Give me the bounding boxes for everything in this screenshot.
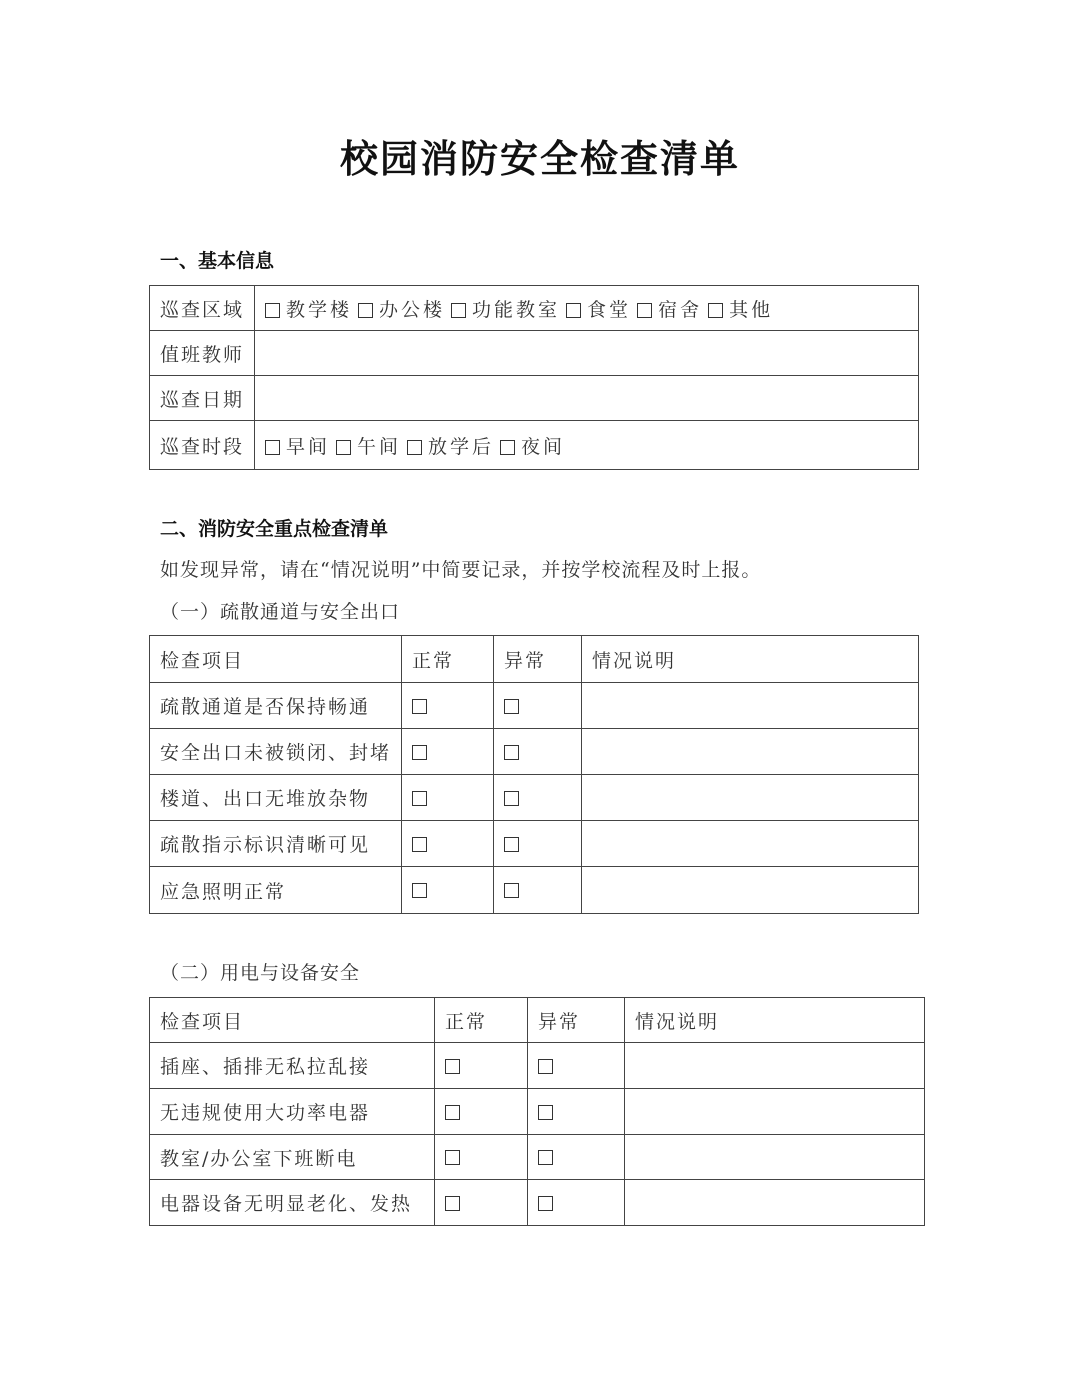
check-item: 疏散指示标识清晰可见 — [150, 821, 402, 867]
period-options — [255, 421, 919, 470]
check-item: 无违规使用大功率电器 — [150, 1089, 435, 1135]
normal-cell — [435, 1135, 528, 1180]
table-row — [150, 1180, 925, 1226]
table-row — [150, 1043, 925, 1089]
table-row — [150, 775, 919, 821]
check-item: 楼道、出口无堆放杂物 — [150, 775, 402, 821]
table-row — [150, 867, 919, 914]
checkbox[interactable] — [265, 303, 280, 318]
remark-field[interactable] — [625, 1180, 925, 1226]
period-option-morning[interactable]: 早间 — [265, 432, 330, 459]
table-header-row — [150, 636, 919, 683]
info-label-period: 巡查时段 — [150, 421, 255, 470]
abnormal-cell — [528, 1043, 625, 1089]
check-item: 教室/办公室下班断电 — [150, 1135, 435, 1180]
check-item: 疏散通道是否保持畅通 — [150, 683, 402, 729]
header-item: 检查项目 — [150, 636, 402, 683]
remark-field[interactable] — [625, 1135, 925, 1180]
checkbox[interactable] — [451, 303, 466, 318]
header-abnormal: 异常 — [494, 636, 582, 683]
info-row-period — [150, 421, 919, 470]
normal-cell — [402, 821, 494, 867]
check-item: 电器设备无明显老化、发热 — [150, 1180, 435, 1226]
abnormal-checkbox[interactable] — [538, 1059, 553, 1074]
abnormal-checkbox[interactable] — [504, 745, 519, 760]
checkbox[interactable] — [708, 303, 723, 318]
abnormal-cell — [494, 821, 582, 867]
table-row — [150, 729, 919, 775]
period-option-noon[interactable]: 午间 — [336, 432, 401, 459]
abnormal-checkbox[interactable] — [504, 883, 519, 898]
basic-info-table — [149, 285, 919, 470]
checkbox[interactable] — [265, 440, 280, 455]
normal-checkbox[interactable] — [445, 1105, 460, 1120]
remark-field[interactable] — [625, 1043, 925, 1089]
abnormal-checkbox[interactable] — [504, 837, 519, 852]
checkbox[interactable] — [566, 303, 581, 318]
table-row — [150, 1089, 925, 1135]
teacher-field[interactable] — [255, 331, 919, 376]
remark-field[interactable] — [582, 867, 919, 914]
checkbox[interactable] — [407, 440, 422, 455]
table-header-row — [150, 998, 925, 1043]
header-item: 检查项目 — [150, 998, 435, 1043]
info-label-date: 巡查日期 — [150, 376, 255, 421]
info-row-area — [150, 286, 919, 331]
evacuation-table — [149, 635, 919, 914]
header-abnormal: 异常 — [528, 998, 625, 1043]
header-normal: 正常 — [402, 636, 494, 683]
normal-checkbox[interactable] — [445, 1059, 460, 1074]
electrical-table — [149, 997, 925, 1226]
header-remark: 情况说明 — [582, 636, 919, 683]
abnormal-checkbox[interactable] — [538, 1196, 553, 1211]
remark-field[interactable] — [582, 683, 919, 729]
checkbox[interactable] — [637, 303, 652, 318]
area-option-teaching-building[interactable]: 教学楼 — [265, 295, 352, 322]
area-option-other[interactable]: 其他 — [708, 295, 773, 322]
remark-field[interactable] — [582, 821, 919, 867]
normal-cell — [402, 775, 494, 821]
subsection-title-evacuation: （一）疏散通道与安全出口 — [160, 601, 401, 623]
abnormal-cell — [528, 1180, 625, 1226]
abnormal-cell — [528, 1135, 625, 1180]
normal-checkbox[interactable] — [412, 837, 427, 852]
abnormal-cell — [528, 1089, 625, 1135]
normal-checkbox[interactable] — [412, 791, 427, 806]
remark-field[interactable] — [582, 729, 919, 775]
header-remark: 情况说明 — [625, 998, 925, 1043]
normal-cell — [402, 867, 494, 914]
abnormal-checkbox[interactable] — [504, 699, 519, 714]
subsection-title-electrical: （二）用电与设备安全 — [160, 962, 361, 984]
checkbox[interactable] — [336, 440, 351, 455]
normal-cell — [402, 683, 494, 729]
period-option-night[interactable]: 夜间 — [500, 432, 565, 459]
instruction-note: 如发现异常，请在“情况说明”中简要记录，并按学校流程及时上报。 — [160, 559, 762, 581]
check-item: 应急照明正常 — [150, 867, 402, 914]
table-row — [150, 1135, 925, 1180]
section-heading-checklist: 二、消防安全重点检查清单 — [160, 518, 389, 540]
abnormal-checkbox[interactable] — [538, 1105, 553, 1120]
normal-cell — [435, 1043, 528, 1089]
checkbox[interactable] — [500, 440, 515, 455]
page-title: 校园消防安全检查清单 — [339, 137, 740, 181]
normal-checkbox[interactable] — [445, 1150, 460, 1165]
area-option-dormitory[interactable]: 宿舍 — [637, 295, 702, 322]
info-row-teacher — [150, 331, 919, 376]
remark-field[interactable] — [582, 775, 919, 821]
header-normal: 正常 — [435, 998, 528, 1043]
normal-cell — [435, 1089, 528, 1135]
remark-field[interactable] — [625, 1089, 925, 1135]
section-heading-basic-info: 一、基本信息 — [160, 250, 275, 272]
area-option-office-building[interactable]: 办公楼 — [358, 295, 445, 322]
normal-checkbox[interactable] — [445, 1196, 460, 1211]
area-options — [255, 286, 919, 331]
period-option-after-school[interactable]: 放学后 — [407, 432, 494, 459]
abnormal-cell — [494, 775, 582, 821]
normal-checkbox[interactable] — [412, 883, 427, 898]
checkbox[interactable] — [358, 303, 373, 318]
table-row — [150, 683, 919, 729]
table-row — [150, 821, 919, 867]
area-option-function-room[interactable]: 功能教室 — [451, 295, 560, 322]
abnormal-cell — [494, 683, 582, 729]
abnormal-checkbox[interactable] — [504, 791, 519, 806]
normal-cell — [435, 1180, 528, 1226]
info-label-area: 巡查区域 — [150, 286, 255, 331]
normal-checkbox[interactable] — [412, 699, 427, 714]
normal-checkbox[interactable] — [412, 745, 427, 760]
area-option-canteen[interactable]: 食堂 — [566, 295, 631, 322]
info-label-teacher: 值班教师 — [150, 331, 255, 376]
abnormal-cell — [494, 867, 582, 914]
abnormal-cell — [494, 729, 582, 775]
check-item: 插座、插排无私拉乱接 — [150, 1043, 435, 1089]
check-item: 安全出口未被锁闭、封堵 — [150, 729, 402, 775]
normal-cell — [402, 729, 494, 775]
info-row-date — [150, 376, 919, 421]
abnormal-checkbox[interactable] — [538, 1150, 553, 1165]
date-field[interactable] — [255, 376, 919, 421]
